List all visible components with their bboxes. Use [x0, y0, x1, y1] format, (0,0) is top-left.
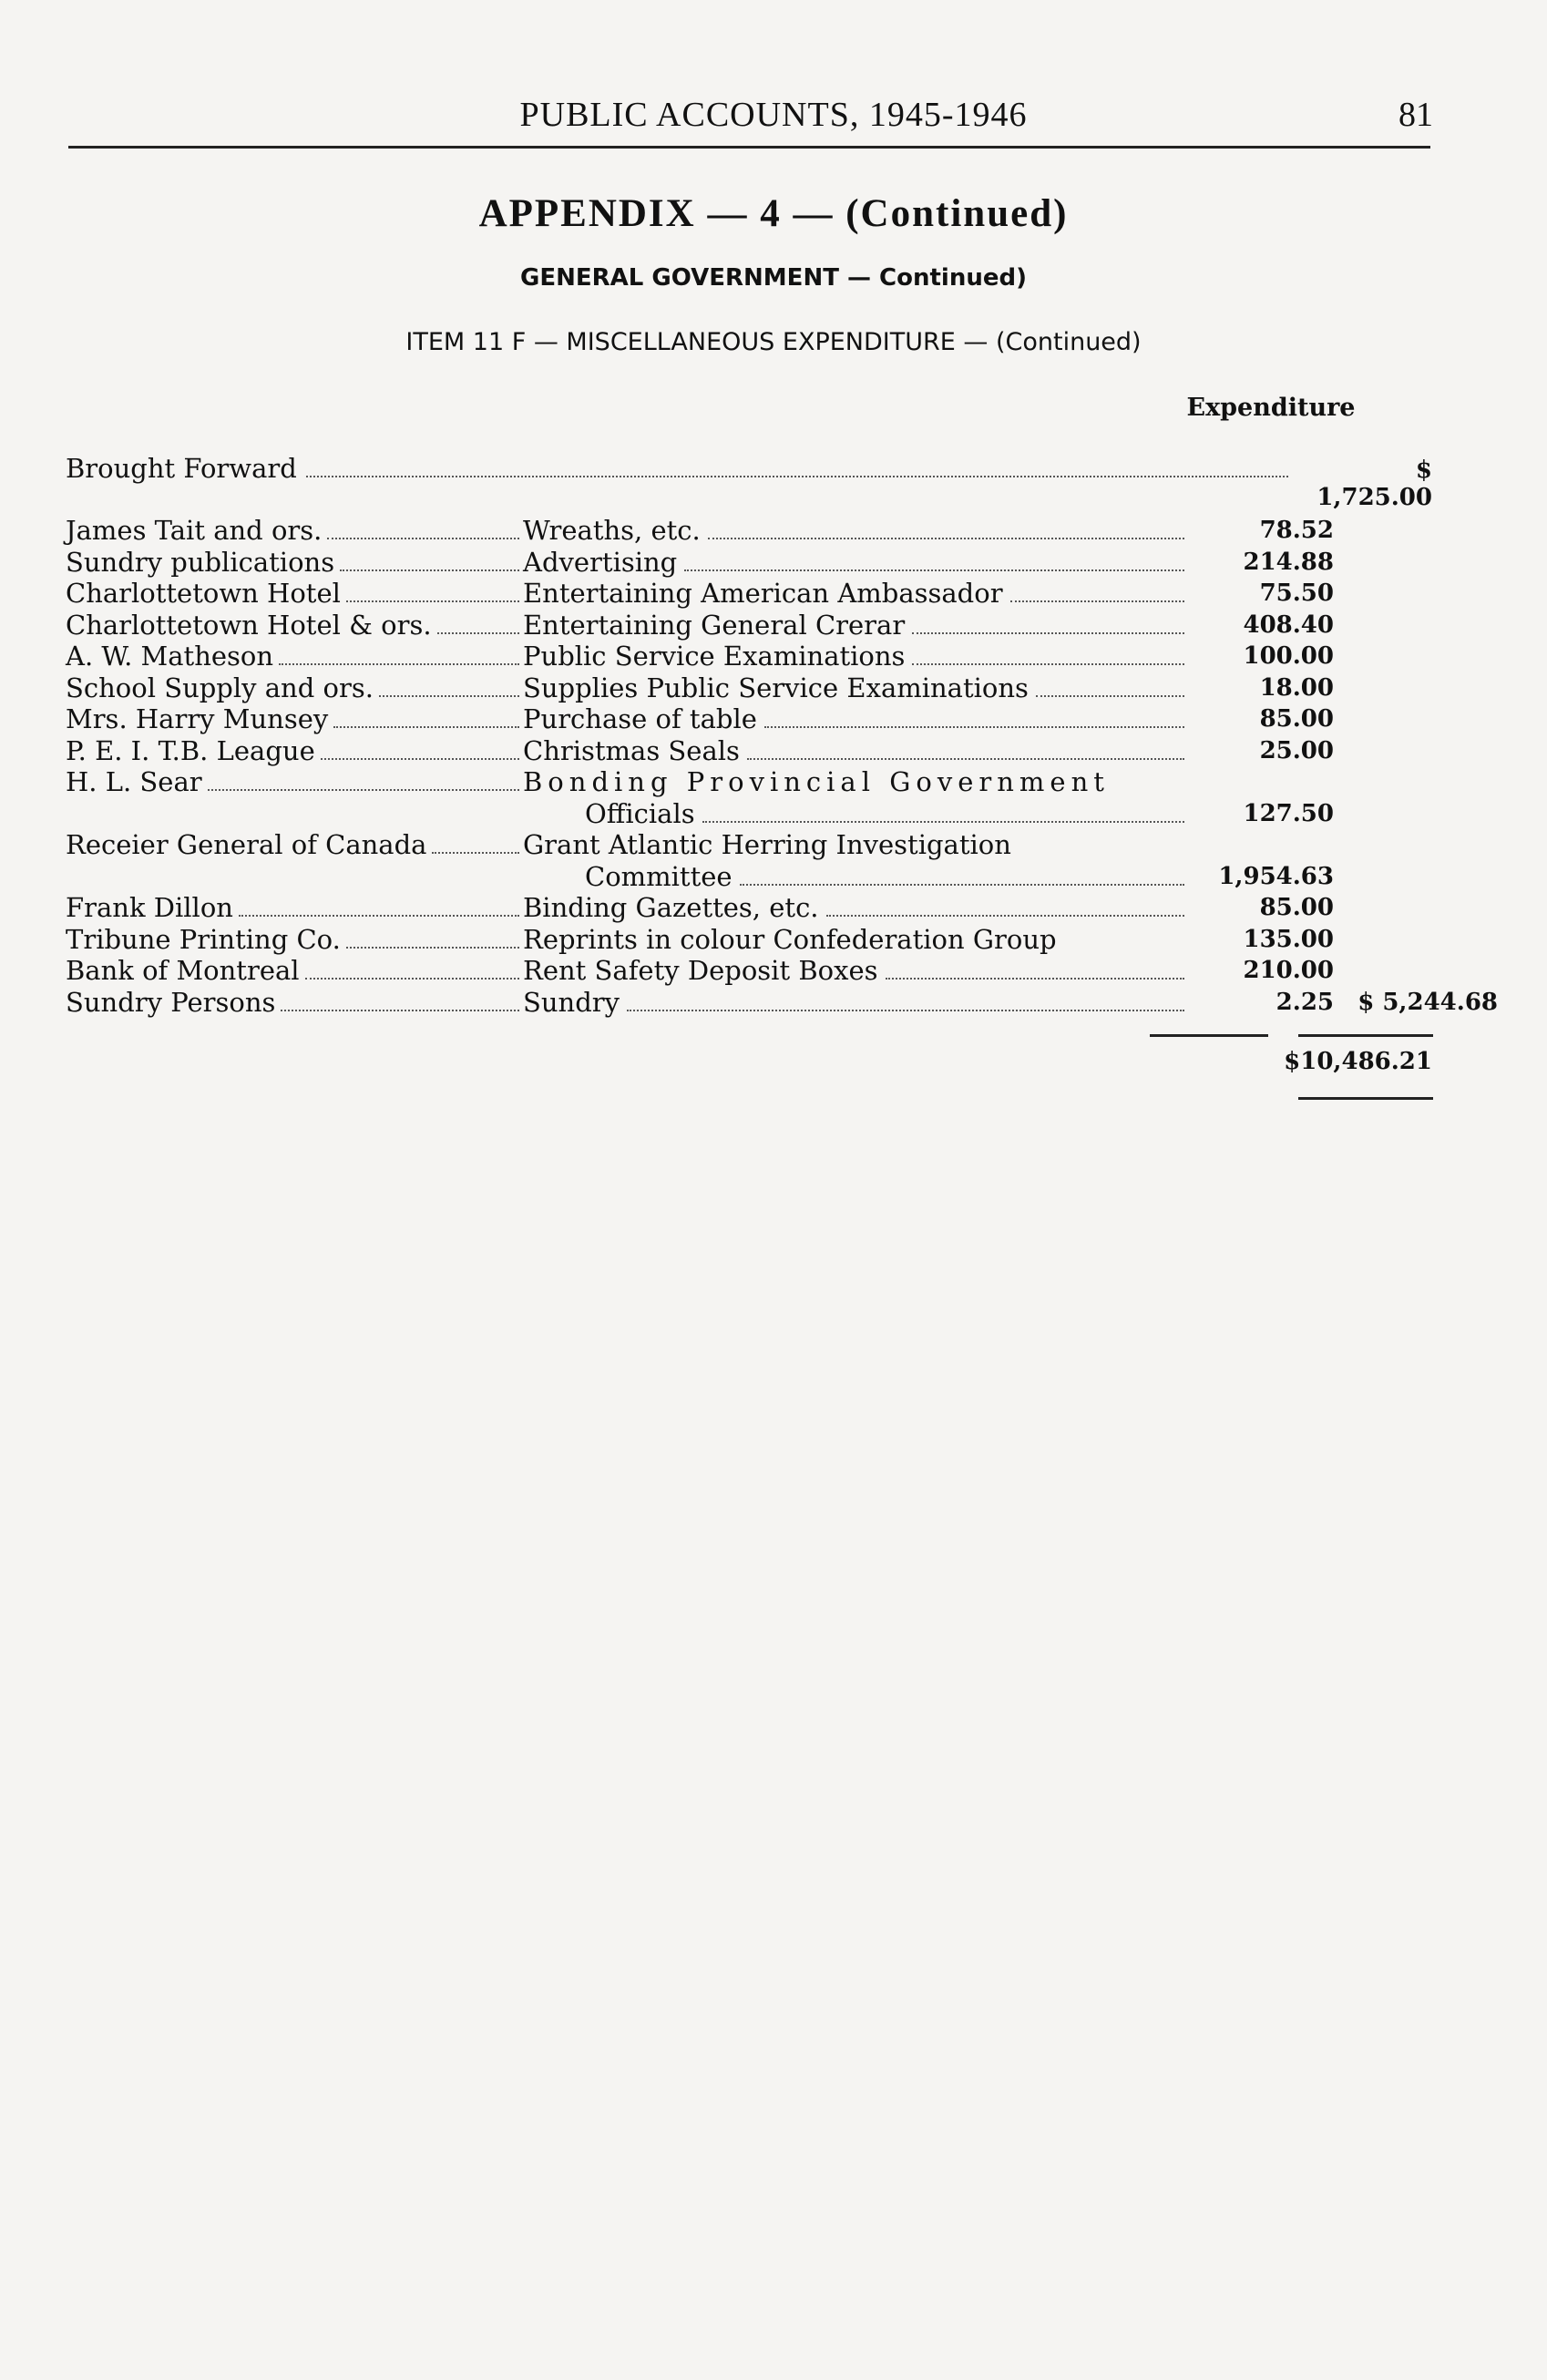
- payee-name: A. W. Matheson: [66, 641, 274, 672]
- amount-cell: 85.00: [1259, 894, 1334, 921]
- description-continuation: Committee: [585, 860, 733, 892]
- payee-name: P. E. I. T.B. League: [66, 734, 315, 766]
- dot-leader: [764, 726, 1184, 728]
- amount-cell: 75.50: [1259, 580, 1334, 607]
- payee-cell: [66, 515, 521, 546]
- expenditure-column-header: Expenditure: [1186, 394, 1356, 422]
- dot-leader: [239, 915, 519, 917]
- dot-leader: [708, 538, 1184, 539]
- description-cell: [523, 955, 1186, 986]
- dot-leader: [306, 476, 1288, 477]
- dot-leader: [327, 538, 519, 539]
- payee-cell: [66, 987, 521, 1018]
- description-cell: [523, 987, 1186, 1018]
- payee-name: Frank Dillon: [66, 892, 233, 923]
- payee-name: Sundry Persons: [66, 986, 276, 1018]
- amount-cell: 135.00: [1243, 925, 1334, 953]
- description-cell: [523, 829, 1186, 860]
- amount-cell: 85.00: [1259, 705, 1334, 733]
- total-underline: [1298, 1097, 1433, 1100]
- dot-leader: [437, 632, 519, 634]
- description-cell: [523, 515, 1186, 546]
- description-text: Purchase of table: [523, 703, 757, 734]
- ledger-row: [66, 547, 1432, 579]
- amount-cell: 25.00: [1259, 736, 1334, 764]
- amount-cell: 127.50: [1243, 799, 1334, 827]
- payee-name: H. L. Sear: [66, 766, 202, 797]
- dot-leader: [702, 821, 1184, 823]
- payee-name: Receier General of Canada: [66, 829, 427, 860]
- description-cell: [523, 641, 1186, 672]
- section-subtitle: GENERAL GOVERNMENT — Continued): [520, 264, 1027, 292]
- subtotal-amount: $ 5,244.68: [1357, 988, 1498, 1016]
- amount-cell: 100.00: [1243, 642, 1334, 670]
- ledger-row-continuation: [66, 798, 1432, 830]
- dot-leader: [346, 600, 519, 602]
- ledger-row: [66, 892, 1432, 924]
- description-cell: [523, 578, 1186, 609]
- description-text: Entertaining American Ambassador: [523, 578, 1003, 609]
- payee-cell: [66, 578, 521, 609]
- ledger-row: [66, 986, 1498, 1019]
- payee-name: James Tait and ors.: [66, 515, 323, 546]
- dot-leader: [281, 1010, 519, 1011]
- payee-cell: [66, 829, 521, 860]
- dot-leader: [912, 663, 1184, 665]
- description-text: Rent Safety Deposit Boxes: [523, 955, 878, 986]
- description-text: Bonding Provincial Government: [523, 766, 1110, 797]
- description-cell: [585, 861, 1186, 892]
- amount-cell: 214.88: [1243, 548, 1334, 576]
- payee-cell: [66, 735, 521, 766]
- ledger-row: [66, 735, 1432, 767]
- dot-leader: [208, 789, 519, 791]
- dot-leader: [346, 947, 519, 949]
- ledger-row: [66, 924, 1432, 956]
- grand-total: $10,486.21: [1284, 1048, 1432, 1075]
- amount-cell: 2.25: [1276, 988, 1334, 1016]
- brought-forward-amount: $ 1,725.00: [1316, 457, 1432, 511]
- description-cell: [523, 547, 1186, 578]
- ledger-row: [66, 672, 1432, 704]
- description-cell: [585, 798, 1186, 829]
- amount-cell: 1,954.63: [1218, 862, 1334, 890]
- description-text: Advertising: [523, 546, 678, 578]
- description-text: Supplies Public Service Examinations: [523, 672, 1029, 703]
- dot-leader: [279, 663, 519, 665]
- payee-name: School Supply and ors.: [66, 672, 374, 703]
- description-cell: [523, 735, 1186, 766]
- ledger-row: [66, 610, 1432, 641]
- amount-cell: 18.00: [1259, 673, 1334, 702]
- payee-cell: [66, 892, 521, 923]
- dot-leader: [826, 915, 1184, 917]
- ledger-row: [66, 515, 1432, 547]
- payee-name: Tribune Printing Co.: [66, 923, 341, 955]
- description-text: Wreaths, etc.: [523, 515, 701, 546]
- ledger-row-continuation: [66, 861, 1432, 893]
- ledger-row: [66, 703, 1432, 735]
- page-number: 81: [1398, 96, 1433, 134]
- payee-cell: [66, 703, 521, 734]
- dot-leader: [379, 695, 519, 697]
- running-title: PUBLIC ACCOUNTS, 1945-1946: [519, 96, 1028, 134]
- payee-cell: [66, 641, 521, 672]
- dot-leader: [684, 569, 1184, 571]
- description-text: Grant Atlantic Herring Investigation: [523, 829, 1011, 860]
- dot-leader: [1010, 600, 1184, 602]
- payee-cell: [66, 924, 521, 955]
- payee-name: Sundry publications: [66, 546, 335, 578]
- description-cell: [523, 703, 1186, 734]
- description-text: Christmas Seals: [523, 734, 740, 766]
- payee-name: Bank of Montreal: [66, 955, 300, 986]
- brought-forward-label: Brought Forward: [66, 453, 297, 484]
- description-continuation: Officials: [585, 797, 695, 829]
- payee-cell: [66, 766, 521, 797]
- dot-leader: [912, 632, 1184, 634]
- dot-leader: [886, 978, 1185, 980]
- payee-name: Charlottetown Hotel: [66, 578, 341, 609]
- payee-cell: [66, 547, 521, 578]
- appendix-title: APPENDIX — 4 — (Continued): [478, 192, 1069, 235]
- payee-cell: [66, 955, 521, 986]
- dot-leader: [333, 726, 519, 728]
- dot-leader: [340, 569, 519, 571]
- ledger-row: [66, 955, 1432, 987]
- description-cell: [523, 892, 1186, 923]
- brought-forward-row: [66, 453, 1432, 511]
- dot-leader: [627, 1010, 1184, 1011]
- page-header: [0, 95, 1547, 146]
- dot-leader: [747, 758, 1184, 760]
- dot-leader: [740, 884, 1184, 886]
- sum-rule: [1150, 1034, 1268, 1037]
- header-rule: [68, 146, 1430, 149]
- payee-name: Mrs. Harry Munsey: [66, 703, 329, 734]
- description-text: Reprints in colour Confederation Group: [523, 923, 1057, 955]
- ledger-row: [66, 641, 1432, 672]
- description-cell: [523, 672, 1186, 703]
- description-cell: [523, 610, 1186, 641]
- dot-leader: [321, 758, 519, 760]
- ledger-row: [66, 766, 1432, 798]
- dot-leader: [305, 978, 519, 980]
- dot-leader: [432, 852, 519, 854]
- payee-cell: [66, 672, 521, 703]
- description-cell: [523, 924, 1186, 955]
- ledger-row: [66, 829, 1432, 861]
- payee-cell: [66, 610, 521, 641]
- description-text: Binding Gazettes, etc.: [523, 892, 819, 923]
- amount-cell: 408.40: [1243, 610, 1334, 639]
- payee-name: Charlottetown Hotel & ors.: [66, 609, 432, 641]
- expenditure-ledger: [66, 515, 1498, 1018]
- ledger-row: [66, 578, 1432, 610]
- description-cell: [523, 766, 1186, 797]
- sum-rule: [1298, 1034, 1433, 1037]
- dot-leader: [1036, 695, 1184, 697]
- amount-cell: 210.00: [1243, 957, 1334, 984]
- description-text: Public Service Examinations: [523, 641, 906, 672]
- description-text: Entertaining General Crerar: [523, 609, 906, 641]
- description-text: Sundry: [523, 986, 620, 1018]
- item-title: ITEM 11 F — MISCELLANEOUS EXPENDITURE — (Continued): [405, 328, 1142, 356]
- amount-cell: 78.52: [1259, 517, 1334, 544]
